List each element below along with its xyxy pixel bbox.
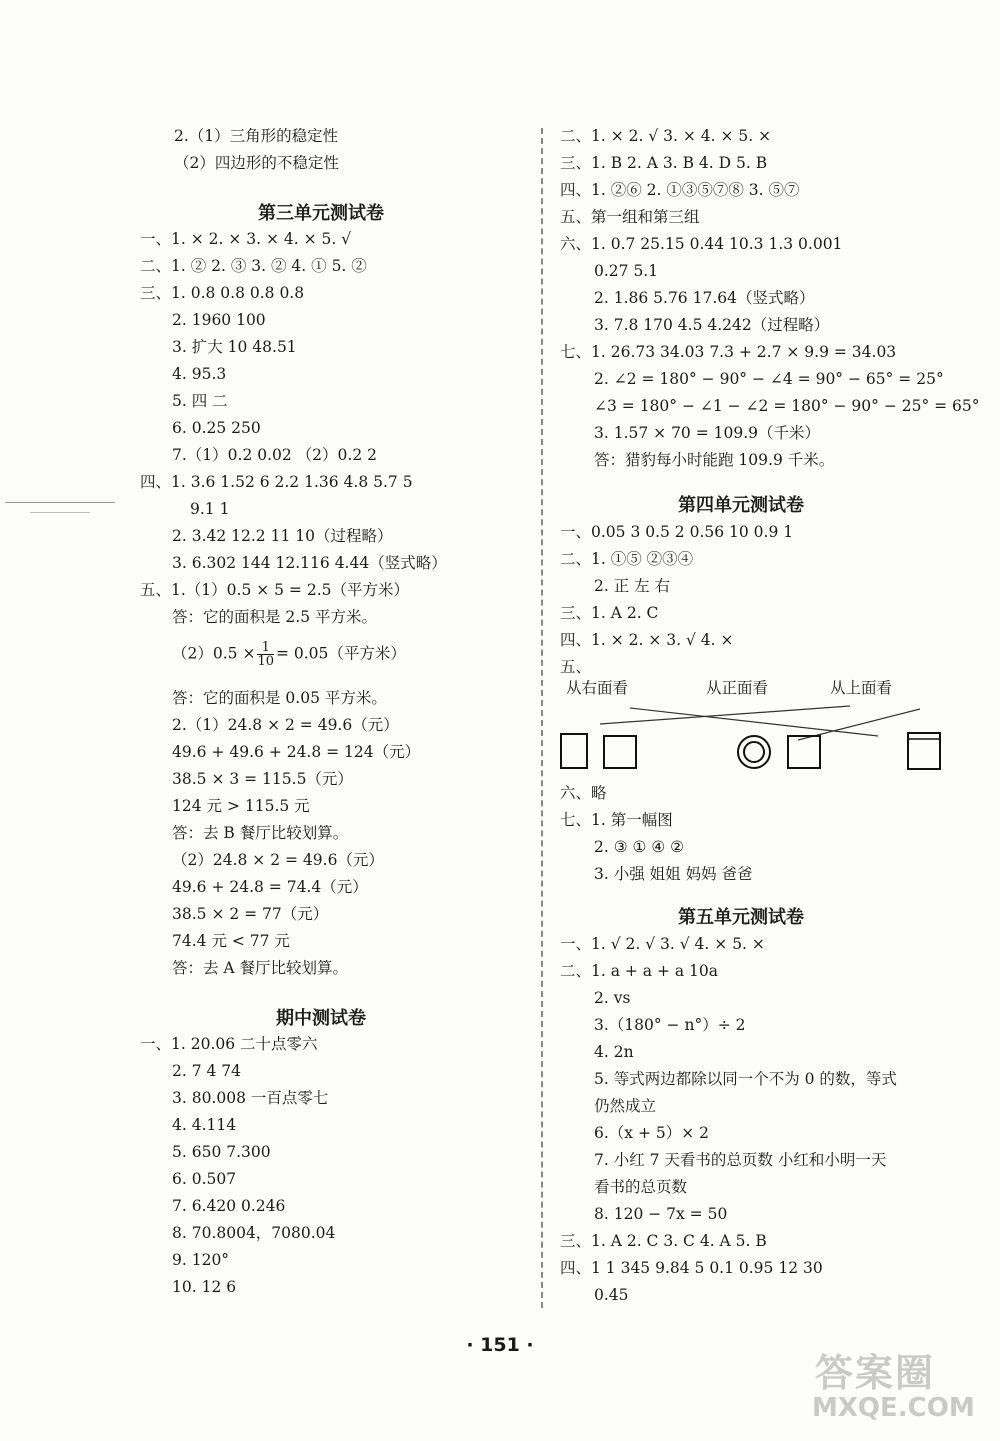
- view-shape-square: [788, 736, 820, 768]
- answer-line: 124 元 > 115.5 元: [172, 797, 310, 815]
- answer-line: 答：它的面积是 0.05 平方米。: [172, 689, 387, 707]
- answer-line: 8. 120 − 7x = 50: [594, 1205, 728, 1223]
- scan-artifact: [30, 512, 90, 513]
- answer-line: 5. 650 7.300: [172, 1143, 271, 1161]
- view-label-front: 从正面看: [706, 679, 769, 697]
- answer-line: 一、0.05 3 0.5 2 0.56 10 0.9 1: [560, 523, 794, 541]
- view-shape-square: [604, 736, 636, 768]
- answer-line: 2. 7 4 74: [172, 1062, 242, 1080]
- denominator: 10: [257, 654, 274, 669]
- answer-line: 2. 1960 100: [172, 311, 266, 329]
- fraction-line: （2）0.5 × $\frac{1}{10}$ = 0.05（平方米）: [172, 640, 406, 669]
- answer-line: 9.1 1: [190, 500, 230, 518]
- answer-line: 答：去 B 餐厅比较划算。: [172, 824, 349, 842]
- answer-line: 7. 小红 7 天看书的总页数 小红和小明一天: [594, 1151, 887, 1169]
- answer-line: 2. vs: [594, 989, 631, 1007]
- answer-line: （2）24.8 × 2 = 49.6（元）: [172, 851, 384, 869]
- match-line: [630, 708, 878, 736]
- answer-line: 二、1. × 2. √ 3. × 4. × 5. ×: [560, 127, 772, 145]
- scan-artifact: [5, 502, 115, 503]
- answer-line: 五、第一组和第三组: [560, 208, 700, 226]
- answer-line: 3. 扩大 10 48.51: [172, 338, 297, 356]
- answer-line: 答：它的面积是 2.5 平方米。: [172, 608, 378, 626]
- answer-line: 七、1. 第一幅图: [560, 811, 673, 829]
- answer-line: 9. 120°: [172, 1251, 230, 1269]
- answer-line: 38.5 × 3 = 115.5（元）: [172, 770, 353, 788]
- section-title: 期中测试卷: [276, 1008, 366, 1029]
- answer-line: 2. ③ ① ④ ②: [594, 838, 685, 856]
- answer-line: 看书的总页数: [594, 1178, 688, 1196]
- view-shape-ring-inner: [744, 742, 764, 762]
- view-shape-rectangle: [561, 734, 587, 768]
- view-drawing: [560, 676, 960, 786]
- answer-line: 四、1. 3.6 1.52 6 2.2 1.36 4.8 5.7 5: [140, 473, 413, 491]
- answer-line: 3. 7.8 170 4.5 4.242（过程略）: [594, 316, 830, 334]
- answer-line: 4. 95.3: [172, 365, 227, 383]
- fraction: [257, 641, 274, 668]
- answer-line: 四、1. × 2. × 3. √ 4. ×: [560, 631, 734, 649]
- section-title: 第四单元测试卷: [678, 495, 804, 516]
- answer-line: 7.（1）0.2 0.02 （2）0.2 2: [172, 446, 377, 464]
- answer-line: 七、1. 26.73 34.03 7.3 + 2.7 × 9.9 = 34.03: [560, 343, 897, 361]
- answer-line: 10. 12 6: [172, 1278, 237, 1296]
- answer-line: 49.6 + 24.8 = 74.4（元）: [172, 878, 368, 896]
- answer-line: 38.5 × 2 = 77（元）: [172, 905, 329, 923]
- answer-line: 答：猎豹每小时能跑 109.9 千米。: [594, 451, 835, 469]
- answer-line: 4. 4.114: [172, 1116, 237, 1134]
- answer-line: 仍然成立: [594, 1097, 657, 1115]
- answer-line: 2. 3.42 12.2 11 10（过程略）: [172, 527, 393, 545]
- view-label-top: 从上面看: [830, 679, 893, 697]
- numerator: 1: [261, 640, 270, 655]
- answer-line: 2. 1.86 5.76 17.64（竖式略）: [594, 289, 815, 307]
- answer-line: 7. 6.420 0.246: [172, 1197, 286, 1215]
- section-title: 第五单元测试卷: [678, 907, 804, 928]
- answer-line: 2. ∠2 = 180° − 90° − ∠4 = 90° − 65° = 25°: [594, 370, 944, 388]
- answer-line: 四、1 1 345 9.84 5 0.1 0.95 12 30: [560, 1259, 823, 1277]
- answer-line: 六、略: [560, 784, 607, 802]
- answer-line: 一、1. 20.06 二十点零六: [140, 1035, 318, 1053]
- answer-line: 3. 1.57 × 70 = 109.9（千米）: [594, 424, 821, 442]
- answer-line: ∠3 = 180° − ∠1 − ∠2 = 180° − 90° − 25° = 65°: [594, 397, 980, 415]
- answer-line: 74.4 元 < 77 元: [172, 932, 290, 950]
- view-matching-figure: [560, 676, 960, 786]
- answer-line: 三、1. B 2. A 3. B 4. D 5. B: [560, 154, 768, 172]
- view-shape-ring-outer: [738, 736, 770, 768]
- answer-line: 一、1. × 2. × 3. × 4. × 5. √: [140, 230, 352, 248]
- column-divider: [541, 128, 543, 1308]
- answer-line: 二、1. ①⑤ ②③④: [560, 550, 694, 568]
- answer-line: 二、1. ② 2. ③ 3. ② 4. ① 5. ②: [140, 257, 367, 275]
- answer-line: 6. 0.25 250: [172, 419, 261, 437]
- answer-line: 三、1. A 2. C: [560, 604, 659, 622]
- answer-line: 3. 6.302 144 12.116 4.44（竖式略）: [172, 554, 447, 572]
- answer-line: 3. 80.008 一百点零七: [172, 1089, 329, 1107]
- answer-line: 0.45: [594, 1286, 629, 1304]
- watermark-logo: 答案圈: [815, 1351, 936, 1395]
- section-title: 第三单元测试卷: [258, 203, 384, 224]
- answer-line: 49.6 + 49.6 + 24.8 = 124（元）: [172, 743, 421, 761]
- answer-line: 2.（1）24.8 × 2 = 49.6（元）: [172, 716, 399, 734]
- answer-line: 5. 等式两边都除以同一个不为 0 的数，等式: [594, 1070, 897, 1088]
- answer-line: 三、1. A 2. C 3. C 4. A 5. B: [560, 1232, 767, 1250]
- watermark-url: MXQE.COM: [812, 1393, 975, 1423]
- answer-line: 2.（1）三角形的稳定性: [174, 127, 339, 145]
- answer-line: 3. 小强 姐姐 妈妈 爸爸: [594, 865, 753, 883]
- answer-line: 5. 四 二: [172, 392, 228, 410]
- answer-line: 四、1. ②⑥ 2. ①③⑤⑦⑧ 3. ⑤⑦: [560, 181, 800, 199]
- answer-line: 6.（x + 5）× 2: [594, 1124, 710, 1142]
- page-number: · 151 ·: [466, 1334, 534, 1356]
- answer-line: （2）四边形的不稳定性: [174, 154, 339, 172]
- answer-line: 8. 70.8004，7080.04: [172, 1224, 336, 1242]
- answer-line: 0.27 5.1: [594, 262, 659, 280]
- answer-line: 2. 正 左 右: [594, 577, 671, 595]
- answer-line: 答：去 A 餐厅比较划算。: [172, 959, 349, 977]
- answer-line: 3.（180° − n°）÷ 2: [594, 1016, 746, 1034]
- answer-line: 6. 0.507: [172, 1170, 237, 1188]
- answer-line: 三、1. 0.8 0.8 0.8 0.8: [140, 284, 305, 302]
- answer-line: 4. 2n: [594, 1043, 634, 1061]
- answer-line: 五、: [560, 658, 592, 676]
- answer-line: 一、1. √ 2. √ 3. √ 4. × 5. ×: [560, 935, 765, 953]
- answer-line: 二、1. a + a + a 10a: [560, 962, 719, 980]
- answer-line: 五、1.（1）0.5 × 5 = 2.5（平方米）: [140, 581, 409, 599]
- answer-line: 六、1. 0.7 25.15 0.44 10.3 1.3 0.001: [560, 235, 843, 253]
- view-label-right: 从右面看: [566, 679, 629, 697]
